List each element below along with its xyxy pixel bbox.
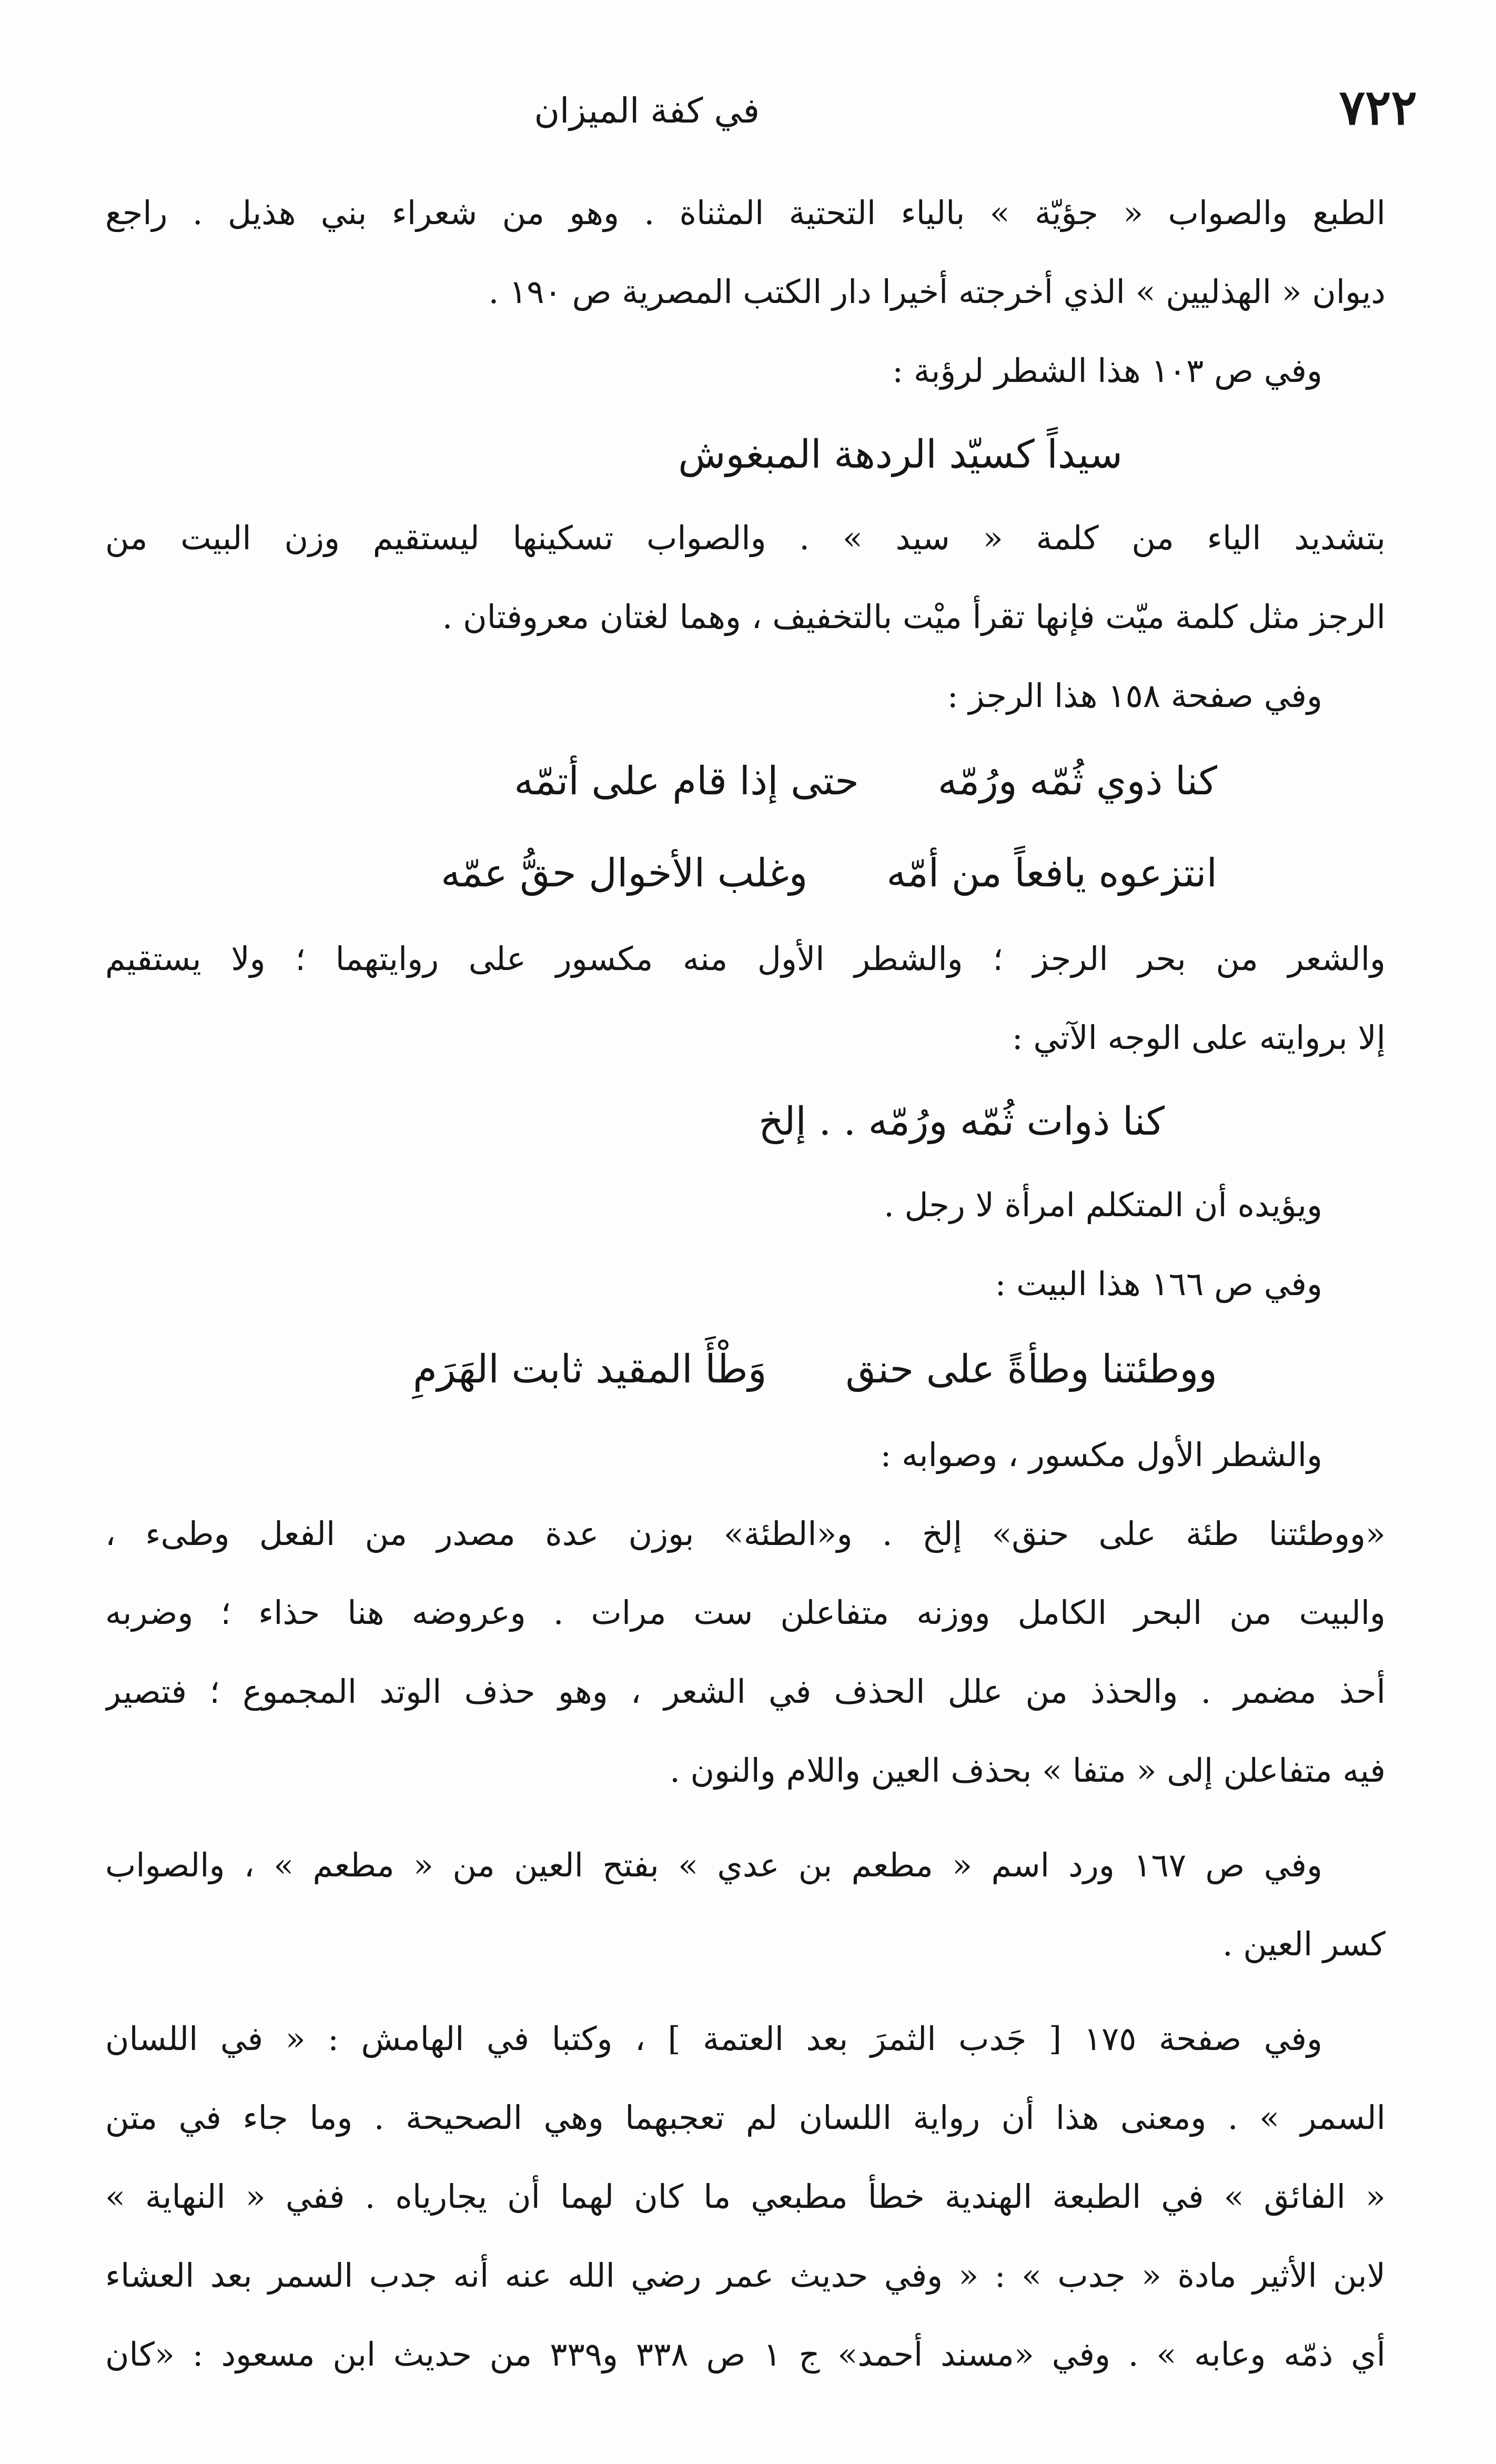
text-line: وفي ص ١٠٣ هذا الشطر لرؤبة : bbox=[892, 351, 1322, 390]
text-line: كسر العين . bbox=[1222, 1925, 1386, 1963]
paragraph-gap bbox=[105, 1810, 1386, 1826]
text-line: وفي صفحة ١٧٥ [ جَدب الثمرَ بعد العتمة ] ، وكتبا في الهامش : « في اللسان bbox=[105, 2019, 1322, 2058]
text-line: بتشديد الياء من كلمة « سيد » . والصواب تسكينها ليستقيم وزن البيت من bbox=[105, 519, 1386, 557]
text-line: ديوان « الهذليين » الذي أخرجته أخيرا دار الكتب المصرية ص ١٩٠ . bbox=[488, 272, 1386, 311]
text-line: والبيت من البحر الكامل ووزنه متفاعلن ست مرات . وعروضه هنا حذاء ؛ وضربه bbox=[105, 1593, 1386, 1632]
verse-hemistich: كنا ذوي ثُمّه ورُمّه bbox=[937, 759, 1217, 804]
text-line: الطبع والصواب « جؤيّة » بالياء التحتية المثناة . وهو من شعراء بني هذيل . راجع bbox=[105, 194, 1386, 232]
body-text bbox=[105, 174, 1386, 2394]
text-line: والشعر من بحر الرجز ؛ والشطر الأول منه مكسور على روايتهما ؛ ولا يستقيم bbox=[105, 940, 1386, 978]
verse-couplet bbox=[105, 1324, 1386, 1416]
verse-line: سيداً كسيّد الردهة المبغوش bbox=[678, 432, 1123, 477]
text-line: أحذ مضمر . والحذذ من علل الحذف في الشعر ، وهو حذف الوتد المجموع ؛ فتصير bbox=[105, 1672, 1386, 1711]
text-line: لابن الأثير مادة « جدب » : « وفي حديث عمر رضي الله عنه أنه جدب السمر بعد العشاء bbox=[105, 2256, 1386, 2295]
verse-hemistich: وَطْأَ المقيد ثابت الهَرَمِ bbox=[412, 1347, 767, 1392]
verse-hemistich: ووطئتنا وطأةً على حنق bbox=[845, 1347, 1217, 1392]
text-line: الرجز مثل كلمة ميّت فإنها تقرأ ميْت بالتخفيف ، وهما لغتان معروفتان . bbox=[442, 598, 1386, 636]
page-header bbox=[84, 79, 1417, 137]
text-line: فيه متفاعلن إلى « متفا » بحذف العين واللام والنون . bbox=[670, 1751, 1386, 1790]
text-line: « الفائق » في الطبعة الهندية خطأ مطبعي ما كان لهما أن يجارياه . ففي « النهاية » bbox=[105, 2177, 1386, 2216]
verse-hemistich: وغلب الأخوال حقُّ عمّه bbox=[441, 851, 808, 896]
text-line: ويؤيده أن المتكلم امرأة لا رجل . bbox=[884, 1186, 1322, 1224]
text-line: والشطر الأول مكسور ، وصوابه : bbox=[880, 1436, 1322, 1474]
text-line: أي ذمّه وعابه » . وفي «مسند أحمد» ج ١ ص ٣٣٨ و٣٣٩ من حديث ابن مسعود : «كان bbox=[105, 2335, 1386, 2374]
verse-line: كنا ذوات ثُمّه ورُمّه . . إلخ bbox=[759, 1099, 1165, 1144]
text-line: وفي ص ١٦٦ هذا البيت : bbox=[995, 1265, 1322, 1303]
text-line: إلا بروايته على الوجه الآتي : bbox=[1012, 1018, 1386, 1057]
verse-hemistich: حتى إذا قام على أتمّه bbox=[514, 759, 859, 804]
page-number: ٧٢٢ bbox=[1339, 79, 1417, 136]
verse-couplet bbox=[105, 735, 1386, 827]
text-line: «ووطئتنا طئة على حنق» إلخ . و«الطئة» بوزن عدة مصدر من الفعل وطىء ، bbox=[105, 1514, 1386, 1553]
text-line: السمر » . ومعنى هذا أن رواية اللسان لم تعجبهما وهي الصحيحة . وما جاء في متن bbox=[105, 2098, 1386, 2137]
paragraph-gap bbox=[105, 1984, 1386, 2000]
verse-hemistich: انتزعوه يافعاً من أمّه bbox=[886, 851, 1217, 896]
verse-couplet bbox=[105, 827, 1386, 920]
text-line: وفي ص ١٦٧ ورد اسم « مطعم بن عدي » بفتح العين من « مطعم » ، والصواب bbox=[105, 1846, 1322, 1884]
text-line: وفي صفحة ١٥٨ هذا الرجز : bbox=[947, 676, 1322, 715]
running-title: في كفة الميزان bbox=[534, 90, 760, 131]
